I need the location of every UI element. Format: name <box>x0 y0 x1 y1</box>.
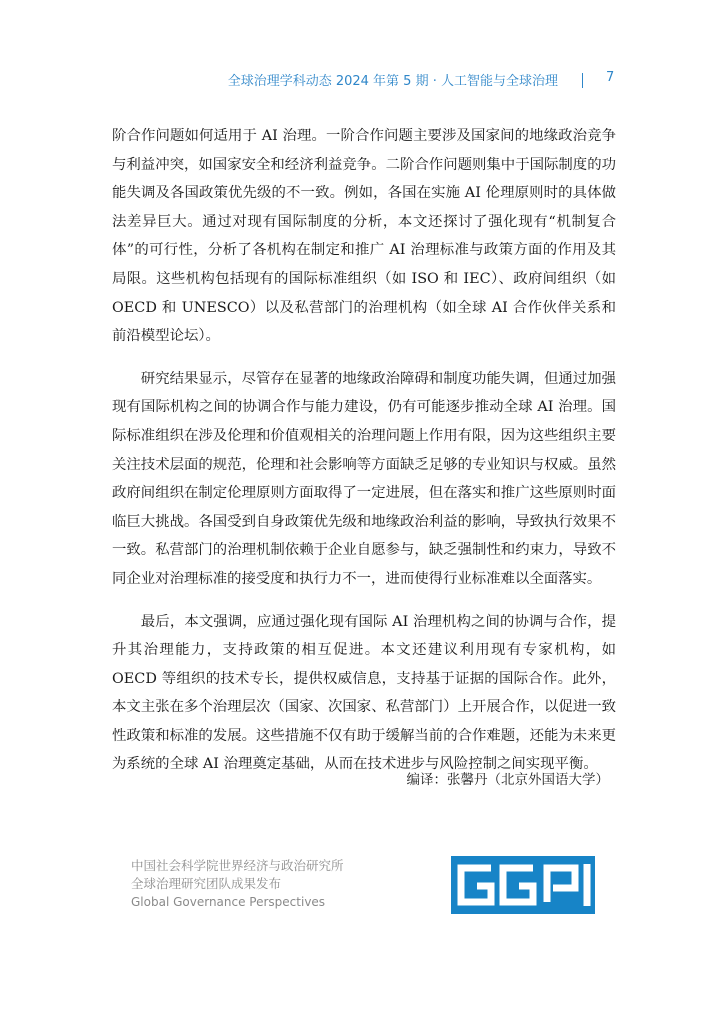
publisher-institute: 中国社会科学院世界经济与政治研究所 <box>131 858 344 873</box>
publisher-info <box>131 857 344 911</box>
publisher-english-name: Global Governance Perspectives <box>131 895 326 909</box>
paragraph-conclusion: 最后，本文强调，应通过强化现有国际 AI 治理机构之间的协调与合作，提升其治理能力，支持政策的相互促进。本文还建议利用现有专家机构，如 OECD 等组织的技术专长，提供权威信息，支持基于证据的国际合作。此外，本文主张在多个治理层次（国家、次国家、私营部门）上开展合作，以促进一致性政策和标准的发展。这些措施不仅有助于缓解当前的合作难题，还能为未来更为系统的全球 AI 治理奠定基础，从而在技术进步与风险控制之间实现平衡。 <box>112 613 616 773</box>
translator-credit: 编译：张馨丹（北京外国语大学） <box>406 772 609 788</box>
article-body <box>112 122 616 793</box>
page-number: 7 <box>606 70 615 85</box>
running-header <box>0 70 724 92</box>
journal-issue-title: 全球治理学科动态 2024 年第 5 期 · 人工智能与全球治理 <box>227 74 558 89</box>
publisher-team: 全球治理研究团队成果发布 <box>131 876 282 891</box>
header-separator <box>582 73 583 88</box>
paragraph-continued: 阶合作问题如何适用于 AI 治理。一阶合作问题主要涉及国家间的地缘政治竞争与利益冲突，如国家安全和经济利益竞争。二阶合作问题则集中于国际制度的功能失调及各国政策优先级的不一致。例如，各国在实施 AI 伦理原则时的具体做法差异巨大。通过对现有国际制度的分析，本文还探讨了强化现有“机制复合体”的可行性，分析了各机构在制定和推广 AI 治理标准与政策方面的作用及其局限。这些机构包括现有的国际标准组织（如 ISO 和 IEC）、政府间组织（如 OECD 和 UNESCO）以及私营部门的治理机构（如全球 AI 合作伙伴关系和前沿模型论坛）。 <box>112 128 616 345</box>
ggp-logo-mark <box>451 856 595 914</box>
paragraph-findings: 研究结果显示，尽管存在显著的地缘政治障碍和制度功能失调，但通过加强现有国际机构之间的协调合作与能力建设，仍有可能逐步推动全球 AI 治理。国际标准组织在涉及伦理和价值观相关的治理问题上作用有限，因为这些组织主要关注技术层面的规范，伦理和社会影响等方面缺乏足够的专业知识与权威。虽然政府间组织在制定伦理原则方面取得了一定进展，但在落实和推广这些原则时面临巨大挑战。各国受到自身政策优先级和地缘政治利益的影响，导致执行效果不一致。私营部门的治理机制依赖于企业自愿参与，缺乏强制性和约束力，导致不同企业对治理标准的接受度和执行力不一，进而使得行业标准难以全面落实。 <box>112 370 616 587</box>
ggp-logo <box>451 856 595 914</box>
